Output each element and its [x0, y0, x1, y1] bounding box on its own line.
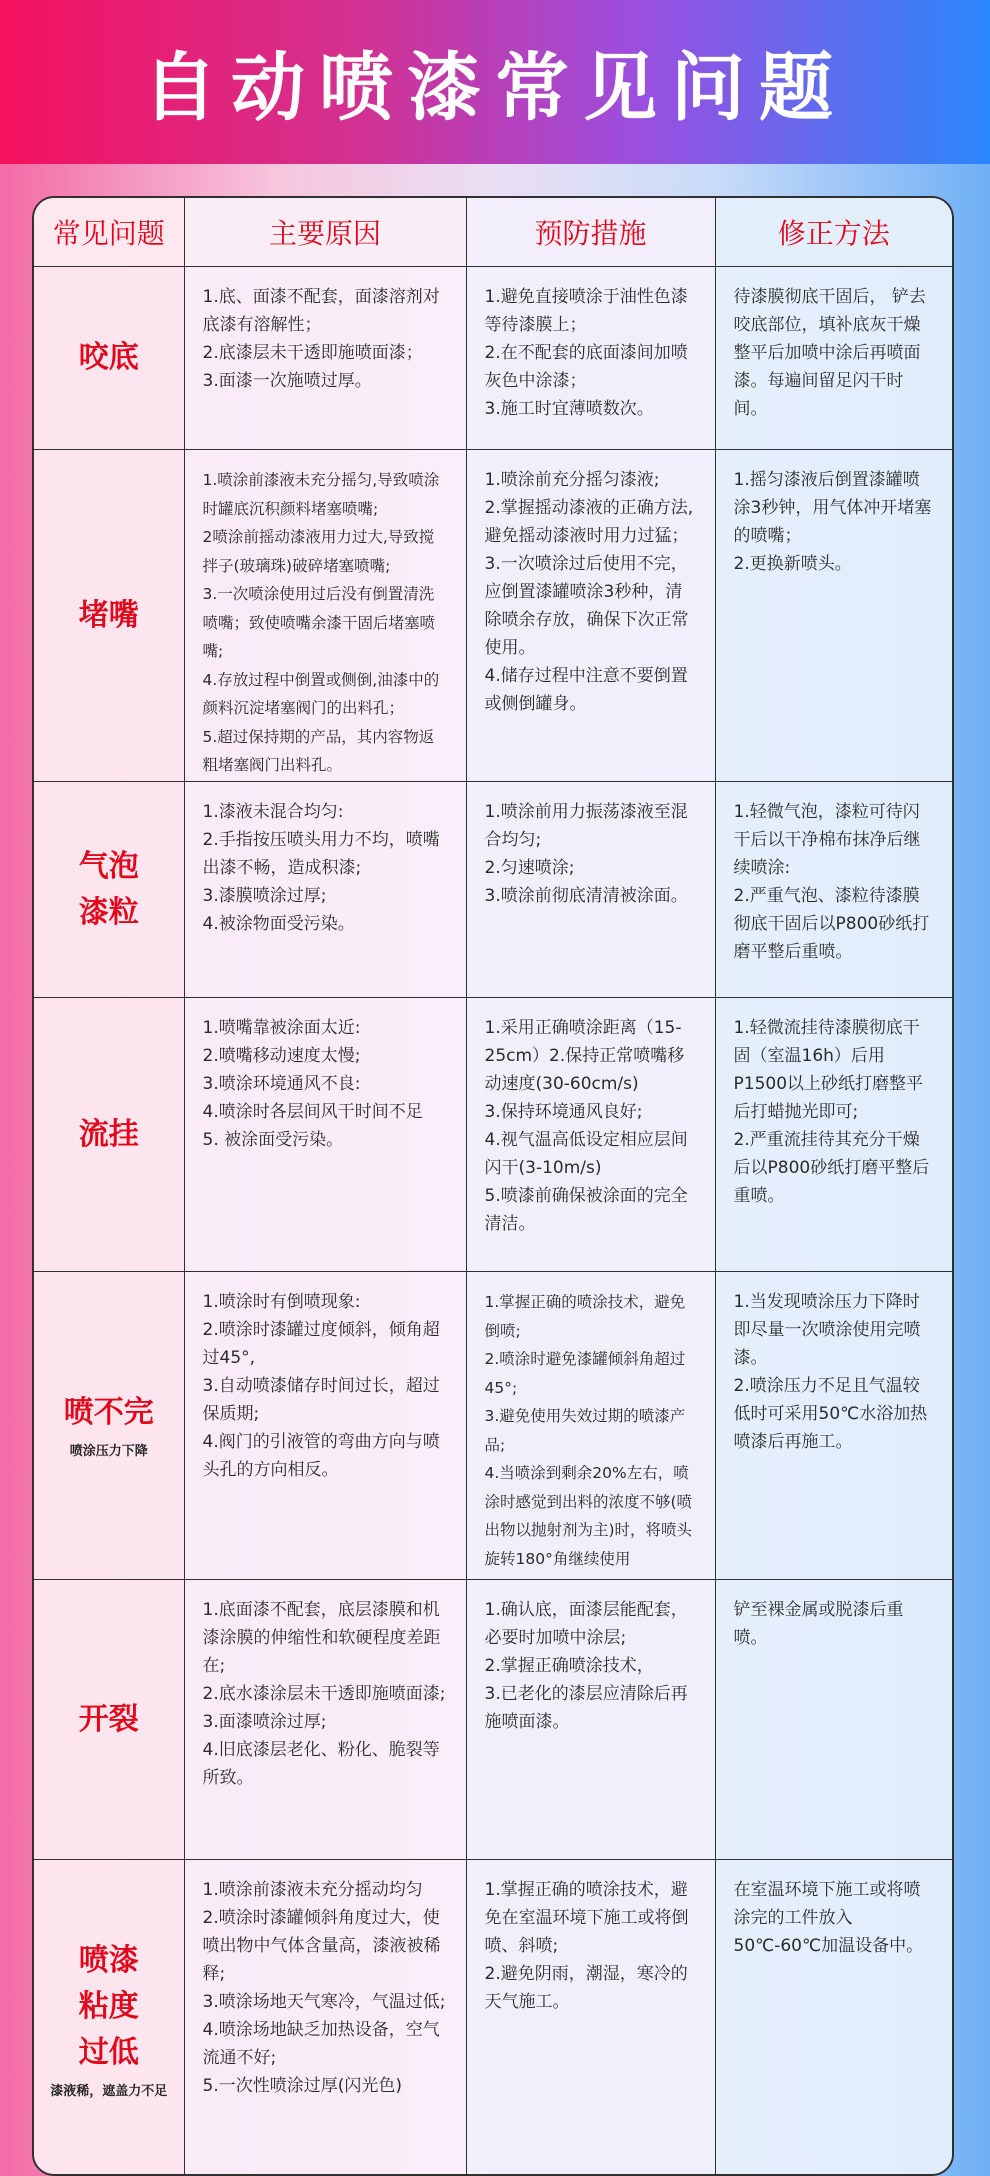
cause-cell: 1.喷涂时有倒喷现象: 2.喷涂时漆罐过度倾斜，倾角超过45°, 3.自动喷漆储存时间过长，超过保质期; 4.阀门的引液管的弯曲方向与喷头孔的方向相反。	[184, 1272, 466, 1580]
faq-table	[32, 196, 954, 2176]
prevention-cell: 1.掌握正确的喷涂技术，避免在室温环境下施工或将倒喷、斜喷; 2.避免阴雨，潮湿，寒冷的天气施工。	[466, 1860, 715, 2176]
problem-subtitle: 漆液稀，遮盖力不足	[40, 2082, 178, 2102]
problem-cell	[34, 1272, 184, 1580]
problem-name: 咬底	[79, 340, 139, 375]
cause-cell: 1.喷涂前漆液未充分摇动均匀 2.喷涂时漆罐倾斜角度过大，使喷出物中气体含量高，漆液被稀释; 3.喷涂场地天气寒冷，气温过低; 4.喷涂场地缺乏加热设备，空气流通不好; 5.一次性喷涂过厚(闪光色)	[184, 1860, 466, 2176]
prevention-cell: 1.喷涂前充分摇匀漆液; 2.掌握摇动漆液的正确方法,避免摇动漆液时用力过猛； 3.一次喷涂过后使用不完，应倒置漆罐喷涂3秒种，清除喷余存放，确保下次正常使用。 4.储存过程中注意不要倒置或侧倒罐身。	[466, 450, 715, 782]
header-prevention: 预防措施	[466, 198, 715, 267]
page-title: 自动喷漆常见问题	[143, 29, 847, 135]
prevention-cell: 1.避免直接喷涂于油性色漆等待漆膜上； 2.在不配套的底面漆间加喷灰色中涂漆； 3.施工时宜薄喷数次。	[466, 267, 715, 450]
fix-cell: 铲至裸金属或脱漆后重喷。	[715, 1580, 952, 1860]
cause-cell: 1.底、面漆不配套，面漆溶剂对底漆有溶解性； 2.底漆层未干透即施喷面漆； 3.面漆一次施喷过厚。	[184, 267, 466, 450]
problem-cell	[34, 267, 184, 450]
cause-cell: 1.漆液未混合均匀: 2.手指按压喷头用力不均，喷嘴出漆不畅，造成积漆; 3.漆膜喷涂过厚; 4.被涂物面受污染。	[184, 782, 466, 998]
prevention-cell: 1.采用正确喷涂距离（15-25cm）2.保持正常喷嘴移动速度(30-60cm/s) 3.保持环境通风良好; 4.视气温高低设定相应层间闪干(3-10m/s) 5.喷漆前确保被涂面的完全清洁。	[466, 998, 715, 1272]
fix-cell: 1.当发现喷涂压力下降时即尽量一次喷涂使用完喷漆。 2.喷涂压力不足且气温较低时可采用50℃水浴加热喷漆后再施工。	[715, 1272, 952, 1580]
table-row	[34, 267, 952, 450]
fix-cell: 1.摇匀漆液后倒置漆罐喷涂3秒钟，用气体冲开堵塞的喷嘴； 2.更换新喷头。	[715, 450, 952, 782]
problem-name: 喷不完	[64, 1395, 154, 1430]
fix-cell: 1.轻微气泡，漆粒可待闪干后以干净棉布抹净后继续喷涂: 2.严重气泡、漆粒待漆膜彻底干固后以P800砂纸打磨平整后重喷。	[715, 782, 952, 998]
header-cause: 主要原因	[184, 198, 466, 267]
problem-name: 开裂	[79, 1702, 139, 1737]
problem-cell	[34, 1580, 184, 1860]
header-fix: 修正方法	[715, 198, 952, 267]
faq-grid	[34, 198, 952, 2176]
problem-name: 喷漆 粘度 过低	[79, 1943, 139, 2070]
cause-cell: 1.底面漆不配套，底层漆膜和机漆涂膜的伸缩性和软硬程度差距在; 2.底水漆涂层未干透即施喷面漆; 3.面漆喷涂过厚; 4.旧底漆层老化、粉化、脆裂等所致。	[184, 1580, 466, 1860]
problem-cell	[34, 450, 184, 782]
problem-cell	[34, 998, 184, 1272]
fix-cell: 在室温环境下施工或将喷涂完的工件放入50℃-60℃加温设备中。	[715, 1860, 952, 2176]
problem-subtitle: 喷涂压力下降	[40, 1442, 178, 1462]
table-row	[34, 1272, 952, 1580]
problem-name: 堵嘴	[79, 598, 139, 633]
fix-cell: 1.轻微流挂待漆膜彻底干固（室温16h）后用P1500以上砂纸打磨整平后打蜡抛光即可; 2.严重流挂待其充分干燥后以P800砂纸打磨平整后重喷。	[715, 998, 952, 1272]
cause-cell: 1.喷涂前漆液未充分摇匀,导致喷涂时罐底沉积颜料堵塞喷嘴; 2喷涂前摇动漆液用力过大,导致搅拌子(玻璃珠)破碎堵塞喷嘴; 3.一次喷涂使用过后没有倒置清洗喷嘴；致使喷嘴余漆干固后堵塞喷嘴; 4.存放过程中倒置或侧倒,油漆中的颜料沉淀堵塞阀门的出料孔； 5.超过保持期的产品，其内容物返粗堵塞阀门出料孔。	[184, 450, 466, 782]
problem-name: 流挂	[79, 1117, 139, 1152]
page-header	[0, 0, 990, 164]
prevention-cell: 1.喷涂前用力振荡漆液至混合均匀; 2.匀速喷涂; 3.喷涂前彻底清清被涂面。	[466, 782, 715, 998]
table-row	[34, 1580, 952, 1860]
problem-cell	[34, 782, 184, 998]
table-row	[34, 450, 952, 782]
fix-cell: 待漆膜彻底干固后， 铲去咬底部位，填补底灰干燥整平后加喷中涂后再喷面漆。每遍间留足闪干时间。	[715, 267, 952, 450]
table-row	[34, 998, 952, 1272]
header-problem: 常见问题	[34, 198, 184, 267]
problem-cell	[34, 1860, 184, 2176]
problem-name: 气泡 漆粒	[79, 849, 139, 930]
table-header-row	[34, 198, 952, 267]
cause-cell: 1.喷嘴靠被涂面太近: 2.喷嘴移动速度太慢; 3.喷涂环境通风不良: 4.喷涂时各层间风干时间不足 5. 被涂面受污染。	[184, 998, 466, 1272]
prevention-cell: 1.掌握正确的喷涂技术，避免倒喷; 2.喷涂时避免漆罐倾斜角超过45°; 3.避免使用失效过期的喷漆产品; 4.当喷涂到剩余20%左右，喷涂时感觉到出料的浓度不够(喷出物以抛射剂为主)时，将喷头旋转180°角继续使用	[466, 1272, 715, 1580]
table-row	[34, 782, 952, 998]
table-row	[34, 1860, 952, 2176]
prevention-cell: 1.确认底，面漆层能配套，必要时加喷中涂层; 2.掌握正确喷涂技术， 3.已老化的漆层应清除后再施喷面漆。	[466, 1580, 715, 1860]
